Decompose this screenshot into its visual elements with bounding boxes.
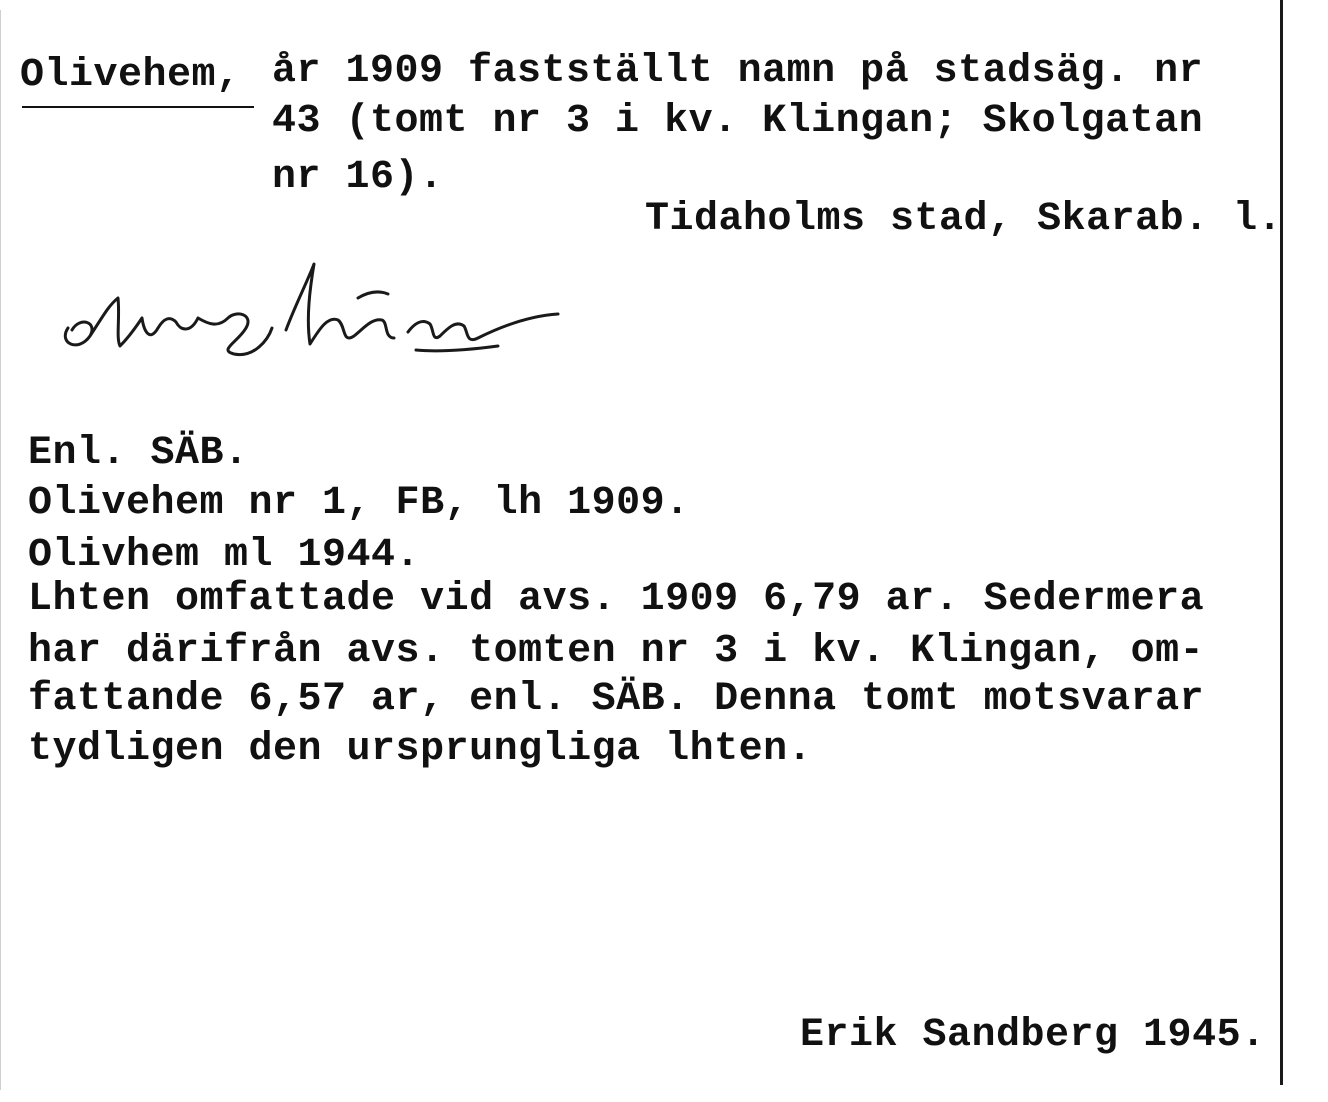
card-left-edge [0,10,1,1090]
remark-line-2: har därifrån avs. tomten nr 3 i kv. Klingan, om- [28,629,1205,674]
definition-line-1: år 1909 fastställt namn på stadsäg. nr [272,49,1204,94]
remark-line-4: tydligen den ursprungliga lhten. [28,727,813,772]
remark-line-1: Lhten omfattade vid avs. 1909 6,79 ar. Sedermera [28,577,1205,622]
remark-line-3: fattande 6,57 ar, enl. SÄB. Denna tomt motsvarar [28,677,1205,722]
handwritten-signature-olivshem [58,258,618,368]
headword: Olivehem, [20,53,241,98]
source-line-1: Enl. SÄB. [28,431,249,476]
card-right-edge [1280,0,1283,1085]
source-line-2: Olivehem nr 1, FB, lh 1909. [28,481,690,526]
location-line: Tidaholms stad, Skarab. l. [645,197,1283,242]
definition-line-2: 43 (tomt nr 3 i kv. Klingan; Skolgatan [272,99,1204,144]
signature-line: Erik Sandberg 1945. [800,1013,1266,1058]
definition-line-3: nr 16). [272,155,444,200]
source-line-3: Olivhem ml 1944. [28,533,421,578]
headword-underline [22,106,254,108]
